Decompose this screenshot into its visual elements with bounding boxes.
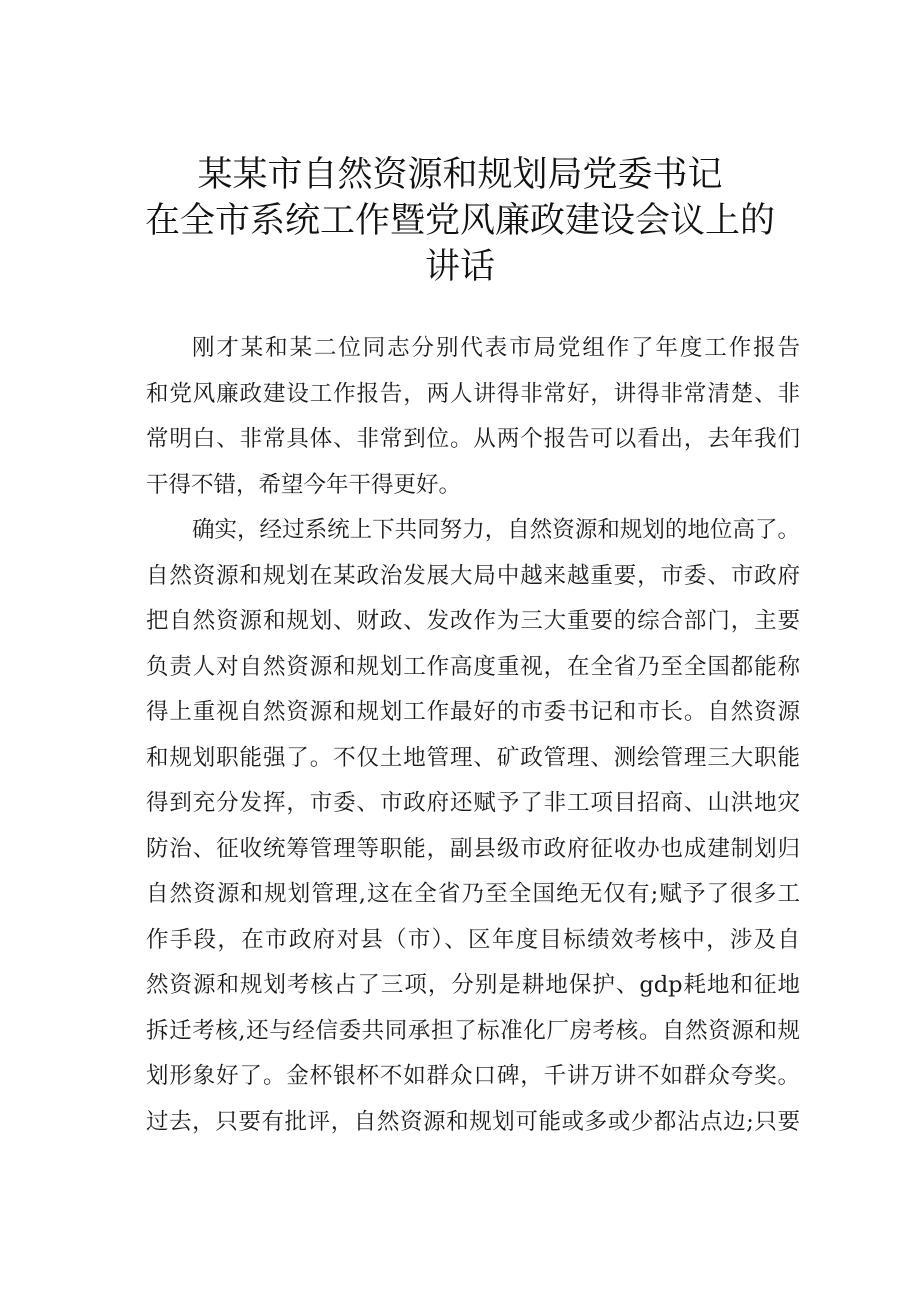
paragraph-1: [146, 326, 800, 508]
title-line-3: 讲话: [424, 247, 495, 287]
paragraph-line: 和规划职能强了。不仅土地管理、矿政管理、测绘管理三大职能: [146, 744, 800, 771]
title-line-2: 在全市系统工作暨党风廉政建设会议上的: [144, 201, 775, 241]
paragraph-line: 防治、征收统筹管理等职能，副县级市政府征收办也成建制划归: [146, 835, 800, 862]
paragraph-line: 自然资源和规划在某政治发展大局中越来越重要，市委、市政府: [146, 562, 800, 589]
paragraph-line: 确实，经过系统上下共同努力，自然资源和规划的地位高了。: [192, 517, 800, 543]
paragraph-line: 得上重视自然资源和规划工作最好的市委书记和市长。自然资源: [146, 699, 800, 725]
paragraph-line: 拆迁考核,还与经信委共同承担了标准化厂房考核。自然资源和规: [146, 1017, 800, 1044]
paragraph-line: 得到充分发挥，市委、市政府还赋予了非工项目招商、山洪地灾: [146, 790, 800, 816]
document-title: [0, 152, 920, 290]
paragraph-line: 然资源和规划考核占了三项，分别是耕地保护、gdp耗地和征地: [146, 972, 800, 998]
paragraph-line: 划形象好了。金杯银杯不如群众口碑，千讲万讲不如群众夸奖。: [146, 1063, 800, 1089]
paragraph-line: 自然资源和规划管理,这在全省乃至全国绝无仅有;赋予了很多工: [146, 881, 800, 907]
paragraph-line: 把自然资源和规划、财政、发改作为三大重要的综合部门，主要: [146, 608, 800, 634]
paragraph-line: 负责人对自然资源和规划工作高度重视，在全省乃至全国都能称: [146, 653, 800, 680]
document-body: [146, 326, 800, 1145]
paragraph-line: 刚才某和某二位同志分别代表市局党组作了年度工作报告: [192, 335, 800, 361]
paragraph-2: [146, 508, 800, 1145]
title-line-1: 某某市自然资源和规划局党委书记: [197, 155, 723, 195]
paragraph-line: 常明白、非常具体、非常到位。从两个报告可以看出，去年我们: [146, 426, 800, 452]
paragraph-line: 过去，只要有批评，自然资源和规划可能或多或少都沾点边;只要: [146, 1108, 800, 1135]
paragraph-line: 干得不错，希望今年干得更好。: [146, 471, 462, 498]
paragraph-line: 作手段，在市政府对县（市）、区年度目标绩效考核中，涉及自: [146, 926, 800, 953]
paragraph-line: 和党风廉政建设工作报告，两人讲得非常好，讲得非常清楚、非: [146, 380, 800, 407]
